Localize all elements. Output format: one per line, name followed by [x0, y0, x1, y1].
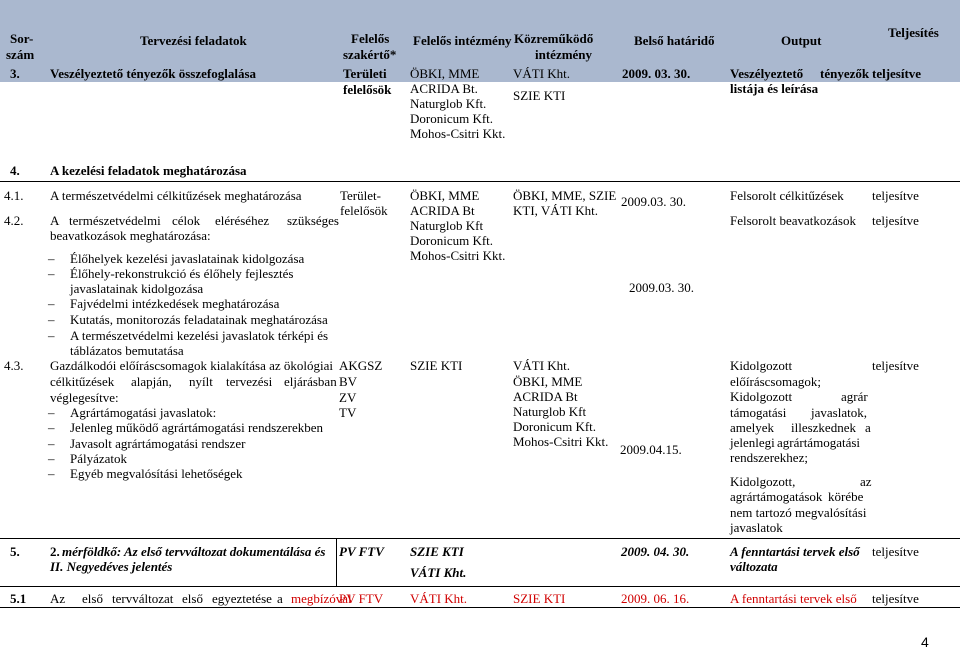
row43-output-14: az [860, 474, 872, 489]
row51-felelos: PV FTV [339, 591, 384, 606]
row5-intezmeny-2: VÁTI Kht. [410, 565, 467, 580]
row5-output-line1: A fenntartási tervek első [730, 544, 860, 559]
row43-task-w2: alapján, [131, 374, 172, 389]
row42-task-line2: beavatkozások meghatározása: [50, 228, 211, 243]
row5-divider [0, 538, 960, 539]
row43-kozremukodo-5: Doronicum Kft. [513, 419, 597, 434]
row43-output-9: a [865, 420, 871, 435]
row51-task-w1: Az [50, 591, 66, 606]
row43-task-w5: eljárásban [284, 374, 337, 389]
row43-output-7: amelyek [730, 420, 775, 435]
row43-output-16: körébe [828, 489, 864, 504]
row43-kozremukodo-6: Mohos-Csitri Kkt. [513, 434, 609, 449]
row3-intezmeny-1: ÖBKI, MME [410, 66, 480, 81]
header-tervezesi-feladatok: Tervezési feladatok [140, 33, 247, 48]
row3-task: Veszélyeztető tényezők összefoglalása [50, 66, 257, 81]
row5-intezmeny-1: SZIE KTI [410, 544, 464, 559]
row51-teljesites: teljesítve [872, 591, 919, 606]
row43-task-w3: nyílt [189, 374, 213, 389]
row5-task-line1: mérföldkő: Az első tervváltozat dokumentálása és [62, 544, 326, 559]
row43-felelos-1: AKGSZ [339, 358, 383, 373]
row5-num: 5. [10, 544, 20, 559]
row41-intezmeny-4: Doronicum Kft. [410, 233, 494, 248]
row42-task-w5: szükséges [287, 213, 339, 228]
header-sorszam-line2: szám [6, 47, 35, 62]
row43-output-15: agrártámogatások [730, 489, 823, 504]
row3-intezmeny-3: Naturglob Kft. [410, 96, 487, 111]
row3-output-word2: tényezők [820, 66, 870, 81]
table-bottom-border [0, 607, 960, 608]
row3-hatarido: 2009. 03. 30. [622, 66, 691, 81]
row3-intezmeny-5: Mohos-Csitri Kkt. [410, 126, 506, 141]
row43-output-6: javaslatok, [811, 405, 867, 420]
row51-divider [0, 586, 960, 587]
row42-bullet-5: – A természetvédelmi kezelési javaslatok térképi és [70, 328, 328, 343]
header-belso-hatarido: Belső határidő [634, 33, 715, 48]
row3-intezmeny-2: ACRIDA Bt. [410, 81, 478, 96]
row43-task-line1: Gazdálkodói előíráscsomagok kialakítása az ökológiai [50, 358, 334, 373]
row41-felelos-line2: felelősök [340, 203, 388, 218]
row42-teljesites: teljesítve [872, 213, 919, 228]
row5-output-line2: változata [730, 559, 778, 574]
row41-intezmeny-3: Naturglob Kft [410, 218, 484, 233]
row41-hatarido: 2009.03. 30. [621, 194, 686, 209]
page-number: 4 [921, 634, 929, 650]
header-felelos-line2: szakértő* [343, 47, 397, 62]
header-felelos-line1: Felelős [351, 31, 390, 46]
row41-teljesites: teljesítve [872, 188, 919, 203]
row5-column-divider [336, 538, 337, 586]
row3-felelos-line1: Területi [343, 66, 387, 81]
row3-intezmeny-4: Doronicum Kft. [410, 111, 494, 126]
row5-teljesites: teljesítve [872, 544, 919, 559]
row43-output-11: agrártámogatási [777, 435, 861, 450]
row51-intezmeny: VÁTI Kht. [410, 591, 468, 606]
header-felelos-intezmeny: Felelős intézmény [413, 33, 512, 48]
header-kozremukodo-line2: intézmény [535, 47, 593, 62]
row41-intezmeny-1: ÖBKI, MME [410, 188, 480, 203]
row43-output-18: javaslatok [730, 520, 783, 535]
row43-num: 4.3. [4, 358, 24, 373]
header-teljesites: Teljesítés [888, 25, 939, 40]
row42-num: 4.2. [4, 213, 24, 228]
row4-divider [0, 181, 960, 182]
row3-kozremukodo-1: VÁTI Kht. [513, 66, 571, 81]
row3-kozremukodo-2: SZIE KTI [513, 88, 566, 103]
row43-task-line3: véglegesítve: [50, 390, 119, 405]
row43-teljesites: teljesítve [872, 358, 919, 373]
row43-output-12: rendszerekhez; [730, 450, 808, 465]
header-output: Output [781, 33, 822, 48]
row42-task-w1: A [50, 213, 60, 228]
row43-output-1: Kidolgozott [730, 358, 793, 373]
row51-hatarido: 2009. 06. 16. [621, 591, 690, 606]
row43-output-8: illeszkednek [791, 420, 856, 435]
row41-intezmeny-5: Mohos-Csitri Kkt. [410, 248, 506, 263]
row42-bullet-3: – Fajvédelmi intézkedések meghatározása [70, 296, 279, 311]
row43-output-4: agrár [841, 389, 868, 404]
row43-bullet-2: – Jelenleg működő agrártámogatási rendszerekben [70, 420, 323, 435]
row3-output-word1: Veszélyeztető [730, 66, 804, 81]
row43-output-10: jelenlegi [730, 435, 775, 450]
row43-output-13: Kidolgozott, [730, 474, 796, 489]
row3-num: 3. [10, 66, 20, 81]
row43-hatarido: 2009.04.15. [620, 442, 682, 457]
row51-num: 5.1 [10, 591, 27, 606]
row43-kozremukodo-3: ACRIDA Bt [513, 389, 578, 404]
header-kozremukodo-line1: Közreműködő [514, 31, 594, 46]
row5-hatarido: 2009. 04. 30. [621, 544, 690, 559]
row42-task-w4: eléréséhez [215, 213, 270, 228]
row42-bullet-2-cont: javaslatainak kidolgozása [70, 281, 204, 296]
row3-teljesites: teljesítve [872, 66, 922, 81]
row51-task-w6: a [277, 591, 283, 606]
row41-task: A természetvédelmi célkitűzések meghatározása [50, 188, 302, 203]
row43-bullet-3: – Javasolt agrártámogatási rendszer [70, 436, 245, 451]
row41-num: 4.1. [4, 188, 24, 203]
row43-felelos-4: TV [339, 405, 357, 420]
row42-output: Felsorolt beavatkozások [730, 213, 856, 228]
row43-output-3: Kidolgozott [730, 389, 793, 404]
row4-num: 4. [10, 163, 20, 178]
row41-kozremukodo-1: ÖBKI, MME, SZIE [513, 188, 617, 203]
row51-task-w2: első [82, 591, 103, 606]
row43-kozremukodo-2: ÖBKI, MME [513, 374, 583, 389]
row43-bullet-4: – Pályázatok [70, 451, 127, 466]
row41-intezmeny-2: ACRIDA Bt [410, 203, 475, 218]
row3-output-line2: listája és leírása [730, 81, 819, 96]
row43-output-17: nem tartozó megvalósítási [730, 505, 867, 520]
row43-intezmeny: SZIE KTI [410, 358, 463, 373]
row43-kozremukodo-4: Naturglob Kft [513, 404, 587, 419]
row43-output-5: támogatási [730, 405, 787, 420]
row43-output-2: előíráscsomagok; [730, 374, 821, 389]
row42-task-w2: természetvédelmi [69, 213, 161, 228]
row51-task-w3: tervváltozat [112, 591, 174, 606]
row51-task-w7: megbízóval [291, 591, 352, 606]
row51-task-w4: első [182, 591, 203, 606]
row43-felelos-2: BV [339, 374, 358, 389]
row42-hatarido: 2009.03. 30. [629, 280, 694, 295]
row43-kozremukodo-1: VÁTI Kht. [513, 358, 571, 373]
row42-bullet-4: – Kutatás, monitorozás feladatainak meghatározása [70, 312, 328, 327]
row51-task-w5: egyeztetése [212, 591, 272, 606]
row41-output: Felsorolt célkitűzések [730, 188, 844, 203]
row41-kozremukodo-2: KTI, VÁTI Kht. [513, 203, 598, 218]
row5-num2: 2. [50, 544, 60, 559]
row42-task-w3: célok [172, 213, 201, 228]
row42-bullet-2: – Élőhely-rekonstrukció és élőhely fejlesztés [70, 266, 293, 281]
row43-felelos-3: ZV [339, 390, 357, 405]
row51-output: A fenntartási tervek első [730, 591, 857, 606]
row42-bullet-1: – Élőhelyek kezelési javaslatainak kidolgozása [70, 251, 304, 266]
row5-felelos: PV FTV [339, 544, 384, 559]
row5-task-line2: II. Negyedéves jelentés [50, 559, 173, 574]
row51-kozremukodo: SZIE KTI [513, 591, 566, 606]
row42-bullet-5-cont: táblázatos bemutatása [70, 343, 184, 358]
row43-bullet-1: – Agrártámogatási javaslatok: [70, 405, 216, 420]
row43-task-w1: célkitűzések [50, 374, 115, 389]
row3-felelos-line2: felelősök [343, 82, 392, 97]
header-sorszam-line1: Sor- [10, 31, 34, 46]
row4-task: A kezelési feladatok meghatározása [50, 163, 247, 178]
row43-bullet-5: – Egyéb megvalósítási lehetőségek [70, 466, 243, 481]
row43-task-w4: tervezési [226, 374, 273, 389]
row41-felelos-line1: Terület- [340, 188, 381, 203]
